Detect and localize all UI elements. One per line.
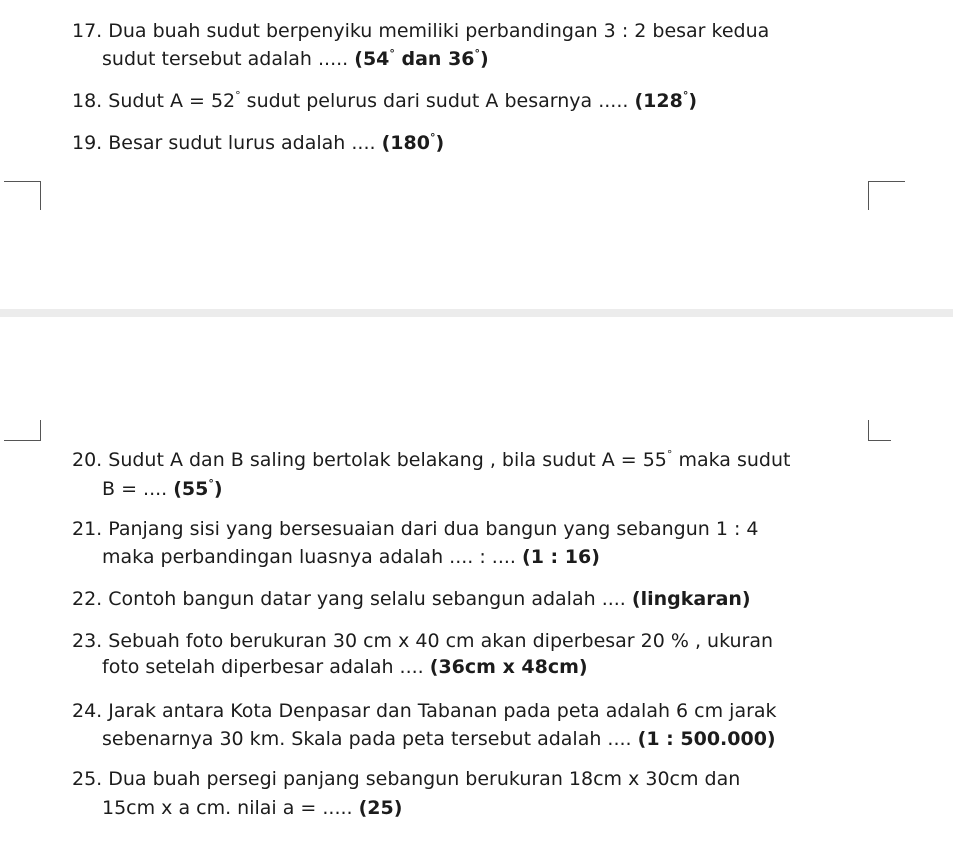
page-corner-mark-bottom-left xyxy=(4,420,41,441)
question-20-line-1: 20. Sudut A dan B saling bertolak belakang , bila sudut A = 55° maka sudut xyxy=(72,448,791,471)
question-21-line-2: maka perbandingan luasnya adalah .... : .... (1 : 16) xyxy=(102,546,600,568)
question-19: 19. Besar sudut lurus adalah .... (180°) xyxy=(72,131,445,154)
question-25-line-1: 25. Dua buah persegi panjang sebangun berukuran 18cm x 30cm dan xyxy=(72,768,741,790)
question-23-line-2: foto setelah diperbesar adalah .... (36cm x 48cm) xyxy=(102,656,588,678)
question-23-line-1: 23. Sebuah foto berukuran 30 cm x 40 cm akan diperbesar 20 % , ukuran xyxy=(72,630,774,652)
page-corner-mark-top-right xyxy=(868,181,905,210)
question-17-answer: (54° dan 36°) xyxy=(354,47,489,70)
question-20-answer: (55°) xyxy=(173,477,223,500)
question-21-line-1: 21. Panjang sisi yang bersesuaian dari dua bangun yang sebangun 1 : 4 xyxy=(72,518,759,540)
question-18-answer: (128°) xyxy=(634,89,697,112)
question-20-line-2: B = .... (55°) xyxy=(102,477,223,500)
question-17-line-1: 17. Dua buah sudut berpenyiku memiliki perbandingan 3 : 2 besar kedua xyxy=(72,20,770,42)
question-25-answer: (25) xyxy=(358,797,403,819)
question-24-line-2: sebenarnya 30 km. Skala pada peta tersebut adalah .... (1 : 500.000) xyxy=(102,728,776,750)
question-17-line-2: sudut tersebut adalah ..... (54° dan 36°) xyxy=(102,47,489,70)
question-24-line-1: 24. Jarak antara Kota Denpasar dan Tabanan pada peta adalah 6 cm jarak xyxy=(72,700,777,722)
question-18: 18. Sudut A = 52° sudut pelurus dari sudut A besarnya ..... (128°) xyxy=(72,89,697,112)
question-22-answer: (lingkaran) xyxy=(631,588,751,610)
question-23-answer: (36cm x 48cm) xyxy=(429,656,588,678)
page-corner-mark-bottom-right xyxy=(868,420,891,441)
question-19-answer: (180°) xyxy=(381,131,445,154)
question-22: 22. Contoh bangun datar yang selalu sebangun adalah .... (lingkaran) xyxy=(72,588,751,610)
question-24-answer: (1 : 500.000) xyxy=(637,728,776,750)
page-separator xyxy=(0,309,953,317)
question-25-line-2: 15cm x a cm. nilai a = ..... (25) xyxy=(102,797,403,819)
question-21-answer: (1 : 16) xyxy=(522,546,600,568)
page-corner-mark-top-left xyxy=(4,181,41,210)
